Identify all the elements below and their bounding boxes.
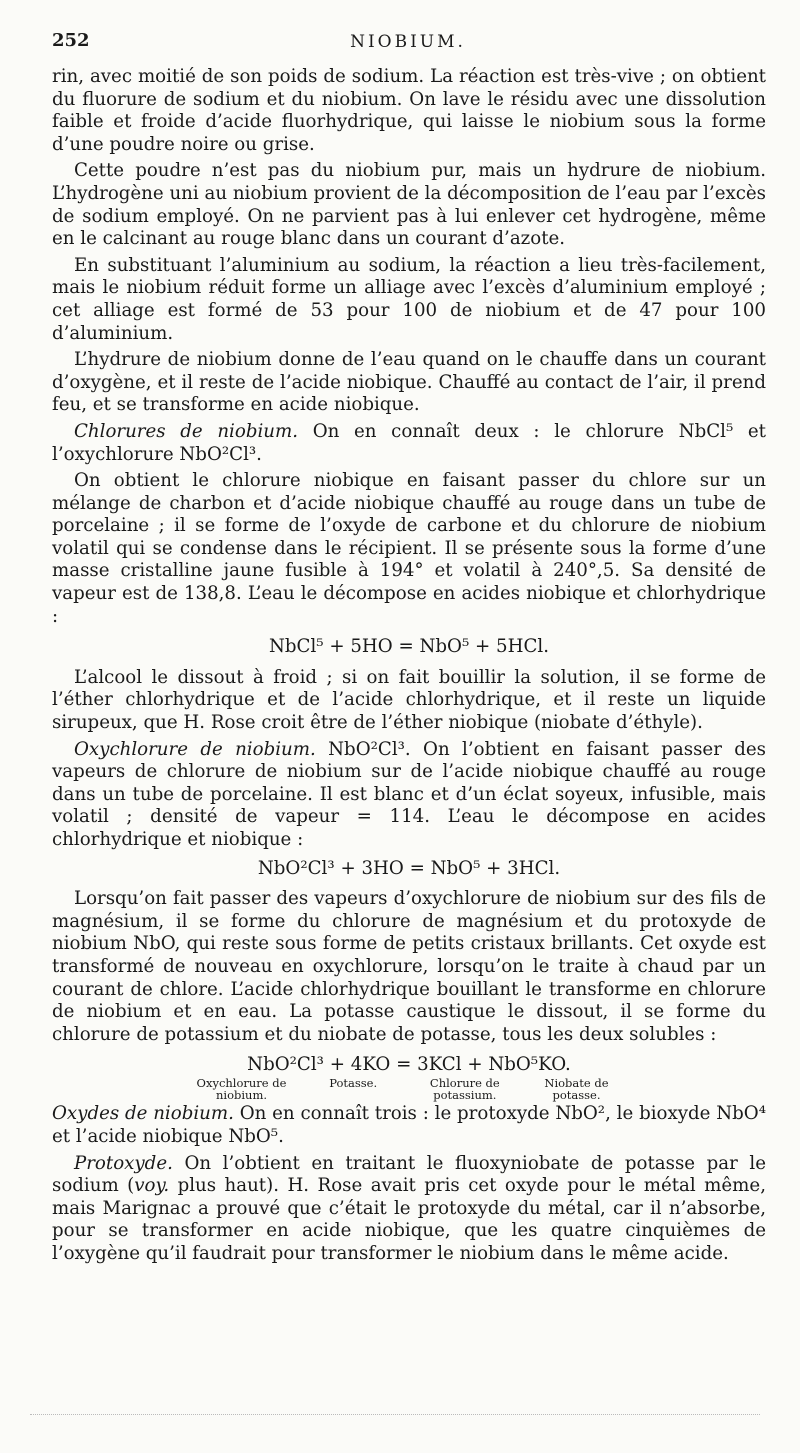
page-body (52, 66, 766, 1270)
paragraph-chlorures (52, 421, 766, 466)
paragraph-aluminium: En substituant l’aluminium au sodium, la réaction a lieu très-facilement, mais le niobium réduit forme un alliage avec l’excès d’aluminium employé ; cet alliage est formé de 53 pour 100 de niobium et de 47 pour 100 d’aluminium. (52, 254, 766, 344)
section-heading-oxydes: Oxydes de niobium. (52, 1103, 234, 1125)
equation-label: Niobate de potasse. (544, 1076, 609, 1103)
paragraph-oxygene: L’hydrure de niobium donne de l’eau quand on le chauffe dans un courant d’oxygène, et il reste de l’acide niobique. Chauffé au contact de l’air, il prend feu, et se transforme en acide niobique. (52, 349, 766, 416)
paragraph-magnesium: Lorsqu’on fait passer des vapeurs d’oxychlorure de niobium sur des fils de magnésium, il se forme du chlorure de magnésium et du protoxyde de niobium NbO, qui reste sous forme de petits cristaux brillants. Cet oxyde est transformé de nouveau en oxychlorure, lorsqu’on le traite à chaud par un courant de chlore. L’acide chlorhydrique bouillant le transforme en chlorure de niobium et en eau. La potasse caustique le dissout, il se forme du chlorure de potassium et du niobate de potasse, tous les deux solubles : (52, 888, 766, 1045)
bottom-divider (30, 1414, 760, 1415)
page-number: 252 (52, 30, 90, 51)
chlorures-text: On en connaît deux : le chlorure NbCl⁵ et l’oxychlorure NbO²Cl³. (52, 420, 766, 465)
paragraph-chlorure-niobique: On obtient le chlorure niobique en faisant passer du chlore sur un mélange de charbon et d’acide niobique chauffé au rouge dans un tube de porcelaine ; il se forme de l’oxyde de carbone et du chlorure de niobium volatil qui se condense dans le récipient. Il se présente sous la forme d’une masse cristalline jaune fusible à 194° et volatil à 240°,5. Sa densité de vapeur est de 138,8. L’eau le décompose en acides niobique et chlorhydrique : (52, 470, 766, 627)
equation-potasse-formula: NbO²Cl³ + 4KO = 3KCl + NbO⁵KO. (247, 1054, 571, 1076)
equation-oxychlorure-hydrolysis: NbO²Cl³ + 3HO = NbO⁵ + 3HCl. (257, 857, 561, 879)
paragraph-continuation: rin, avec moitié de son poids de sodium. La réaction est très-vive ; on obtient du fluorure de sodium et du niobium. On lave le résidu avec une dissolution faible et froide d’acide fluorhydrique, qui laisse le niobium sous la forme d’une poudre noire ou grise. (52, 66, 766, 155)
paragraph-protoxyde (52, 1153, 766, 1266)
equation-label: Chlorure de potassium. (429, 1076, 500, 1103)
section-heading-oxychlorure: Oxychlorure de niobium. (74, 738, 316, 760)
equation-labels (189, 1077, 629, 1101)
equation-label: Potasse. (329, 1076, 378, 1091)
paragraph-alcool: L’alcool le dissout à froid ; si on fait bouillir la solution, il se forme de l’éther chlorhydrique et de l’acide chlorhydrique, et il reste un liquide sirupeux, que H. Rose croit être de l’éther niobique (niobate d’éthyle). (52, 666, 766, 734)
paragraph-hydrure: Cette poudre n’est pas du niobium pur, mais un hydrure de niobium. L’hydrogène uni au niobium provient de la décomposition de l’eau par l’excès de sodium employé. On ne parvient pas à lui enlever cet hydrogène, même en le calcinant au rouge blanc dans un courant d’azote. (52, 160, 766, 250)
equation-label: Oxychlorure de niobium. (196, 1076, 287, 1103)
equation-potasse (189, 1054, 629, 1101)
oxydes-text: On en connaît trois : le protoxyde NbO², le bioxyde NbO⁴ et l’acide niobique NbO⁵. (52, 1103, 766, 1147)
equation-chlorure-hydrolysis: NbCl⁵ + 5HO = NbO⁵ + 5HCl. (268, 636, 550, 658)
oxychlorure-text: NbO²Cl³. On l’obtient en faisant passer des vapeurs de chlorure de niobium sur de l’acide niobique chauffé au rouge dans un tube de porcelaine. Il est blanc et d’un éclat soyeux, infusible, mais volatil ; densité de vapeur = 114. L’eau le décompose en acides chlorhydrique et niobique : (52, 738, 766, 850)
protoxyde-text-a: On l’obtient en traitant le fluoxyniobate de potasse par le sodium ( (52, 1152, 766, 1197)
page-header (52, 30, 764, 54)
running-title: NIOBIUM. (350, 32, 466, 52)
paragraph-oxydes (52, 1103, 766, 1148)
protoxyde-text-b: plus haut). H. Rose avait pris cet oxyde pour le métal même, mais Marignac a prouvé que c’était le protoxyde du métal, car il n’absorbe, pour se transformer en acide niobique, que les quatre cinquièmes de l’oxygène qu’il faudrait pour transformer le niobium dans le même acide. (52, 1175, 766, 1264)
paragraph-oxychlorure (52, 739, 766, 852)
protoxyde-voy: voy. (134, 1175, 170, 1197)
section-heading-protoxyde: Protoxyde. (74, 1152, 173, 1174)
section-heading-chlorures: Chlorures de niobium. (74, 420, 299, 442)
